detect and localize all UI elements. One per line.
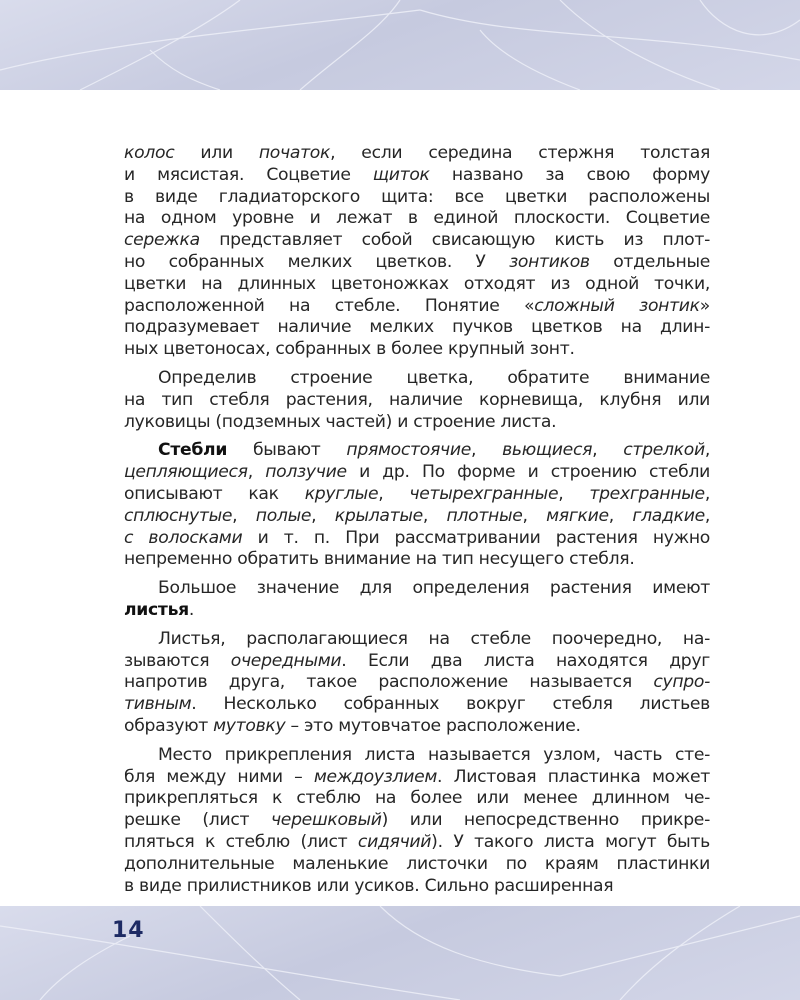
text-run: , <box>232 505 256 526</box>
italic-term: сложный зонтик <box>534 295 700 316</box>
text-line <box>124 716 710 738</box>
text-run: , <box>311 505 335 526</box>
text-run: в виде гладиаторского щита: все цветки расположены <box>124 186 710 207</box>
text-line <box>124 528 710 550</box>
paragraph <box>124 143 710 361</box>
text-run: решке (лист <box>124 810 271 831</box>
text-run: непременно обратить внимание на тип несущего стебля. <box>124 549 635 570</box>
text-line <box>124 810 710 832</box>
page-number: 14 <box>112 918 145 943</box>
italic-term: прямостоячие <box>346 440 472 461</box>
text-line <box>124 165 710 187</box>
italic-term: плотные <box>446 505 523 526</box>
italic-term: щиток <box>372 164 430 185</box>
text-run: Листья, располагающиеся на стебле поочередно, на- <box>158 628 710 649</box>
top-decorative-band <box>0 0 800 90</box>
italic-term: крылатые <box>334 505 423 526</box>
italic-term: сережка <box>124 230 200 251</box>
text-line <box>124 788 710 810</box>
text-line <box>124 672 710 694</box>
text-line <box>124 832 710 854</box>
text-run: подразумевает наличие мелких пучков цветков на длин- <box>124 317 710 338</box>
text-line <box>124 390 710 412</box>
text-run: . Если два листа находятся друг <box>341 650 710 671</box>
text-run: , <box>704 505 710 526</box>
paragraph <box>124 629 710 738</box>
italic-term: сплюснутые <box>124 505 233 526</box>
text-run: пляться к стеблю (лист <box>124 831 358 852</box>
text-run: в виде прилистников или усиков. Сильно расширенная <box>124 875 614 896</box>
text-line <box>124 694 710 716</box>
text-line <box>124 767 710 789</box>
italic-term: мягкие <box>546 505 609 526</box>
text-run: и т. п. При рассматривании растения нужно <box>242 527 710 548</box>
text-line <box>124 252 710 274</box>
text-run: ных цветоносах, собранных в более крупный зонт. <box>124 339 575 360</box>
italic-term: полые <box>255 505 312 526</box>
text-line <box>124 339 710 361</box>
text-run: луковицы (подземных частей) и строение листа. <box>124 411 557 432</box>
italic-term: цепляющиеся <box>124 462 248 483</box>
italic-term: междоузлием <box>313 766 438 787</box>
text-line <box>124 296 710 318</box>
text-line <box>124 506 710 528</box>
text-run: , <box>704 440 710 461</box>
text-line <box>124 651 710 673</box>
paragraph <box>124 578 710 622</box>
text-line <box>124 876 710 898</box>
text-run: или <box>174 143 259 163</box>
italic-term: вьющиеся <box>502 440 593 461</box>
italic-term: ползучие <box>265 462 347 483</box>
text-run: и мясистая. Соцветие <box>124 164 373 185</box>
text-run: бля между ними – <box>124 766 314 787</box>
paragraph <box>124 745 710 898</box>
italic-term: початок <box>258 143 331 163</box>
italic-term: сидячий <box>357 831 432 852</box>
text-line <box>124 462 710 484</box>
text-run: представляет собой свисающую кисть из плот- <box>199 230 710 251</box>
paragraph <box>124 440 710 571</box>
text-run: , <box>378 483 410 504</box>
text-run: » <box>699 295 710 316</box>
text-run: Место прикрепления листа называется узлом, часть сте- <box>158 744 710 765</box>
text-line <box>124 578 710 600</box>
italic-term: зонтиков <box>509 251 590 272</box>
text-line <box>124 549 710 571</box>
text-run: цветки на длинных цветоножках отходят из одной точки, <box>124 273 710 294</box>
text-run: образуют <box>124 715 214 736</box>
text-run: но собранных мелких цветков. У <box>124 251 510 272</box>
italic-term: круглые <box>304 483 379 504</box>
text-line <box>124 368 710 390</box>
text-run: напротив друга, такое расположение называется <box>124 672 654 693</box>
text-run: , <box>558 483 590 504</box>
italic-term: гладкие <box>632 505 705 526</box>
text-run: ). У такого листа могут быть <box>431 831 710 852</box>
text-run: , <box>704 483 710 504</box>
text-line <box>124 208 710 230</box>
text-run: , если середина стержня толстая <box>330 143 710 163</box>
text-line <box>124 484 710 506</box>
text-run: . Несколько собранных вокруг стебля листьев <box>191 694 710 715</box>
text-line <box>124 629 710 651</box>
text-run: описывают как <box>124 483 305 504</box>
text-run: Определив строение цветка, обратите внимание <box>158 367 710 388</box>
text-line <box>124 745 710 767</box>
italic-term: четырехгранные <box>409 483 559 504</box>
text-run: на одном уровне и лежат в единой плоскости. Соцветие <box>124 208 710 229</box>
text-run: бывают <box>227 440 347 461</box>
text-line <box>124 274 710 296</box>
paragraph <box>124 368 710 433</box>
text-run: дополнительные маленькие листочки по краям пластинки <box>124 853 710 874</box>
italic-term: с волосками <box>124 527 243 548</box>
bold-term: листья <box>124 599 189 620</box>
text-run: , <box>522 505 547 526</box>
italic-term: очередными <box>230 650 342 671</box>
text-run: названо за свою форму <box>429 164 710 185</box>
italic-term: черешковый <box>270 810 382 831</box>
text-run: отдельные <box>589 251 710 272</box>
italic-term: колос <box>124 143 175 163</box>
italic-term: стрелкой <box>623 440 705 461</box>
text-run: – это мутовчатое расположение. <box>285 715 581 736</box>
text-line <box>124 143 710 165</box>
text-line <box>124 440 710 462</box>
italic-term: супро- <box>653 672 710 693</box>
text-run: , <box>247 462 266 483</box>
text-line <box>124 317 710 339</box>
text-run: , <box>608 505 633 526</box>
text-run: ) или непосредственно прикре- <box>381 810 710 831</box>
italic-term: трехгранные <box>589 483 705 504</box>
text-line <box>124 412 710 434</box>
text-run: , <box>592 440 624 461</box>
text-run: и др. По форме и строению стебли <box>346 462 710 483</box>
text-run: , <box>471 440 503 461</box>
text-run: . Листовая пластинка может <box>437 766 710 787</box>
text-run: . <box>188 599 195 620</box>
text-run: , <box>422 505 447 526</box>
text-run: расположенной на стебле. Понятие « <box>124 295 535 316</box>
body-text <box>124 143 710 904</box>
text-run: Большое значение для определения растения имеют <box>158 578 710 599</box>
text-line <box>124 230 710 252</box>
bold-term: Стебли <box>158 440 228 461</box>
text-line <box>124 854 710 876</box>
text-run: прикрепляться к стеблю на более или менее длинном че- <box>124 788 710 809</box>
italic-term: тивным <box>124 694 192 715</box>
text-run: на тип стебля растения, наличие корневища, клубня или <box>124 389 710 410</box>
text-run: зываются <box>124 650 231 671</box>
leaf-vein-pattern <box>0 0 800 90</box>
text-line <box>124 187 710 209</box>
text-line <box>124 600 710 622</box>
italic-term: мутовку <box>213 715 286 736</box>
